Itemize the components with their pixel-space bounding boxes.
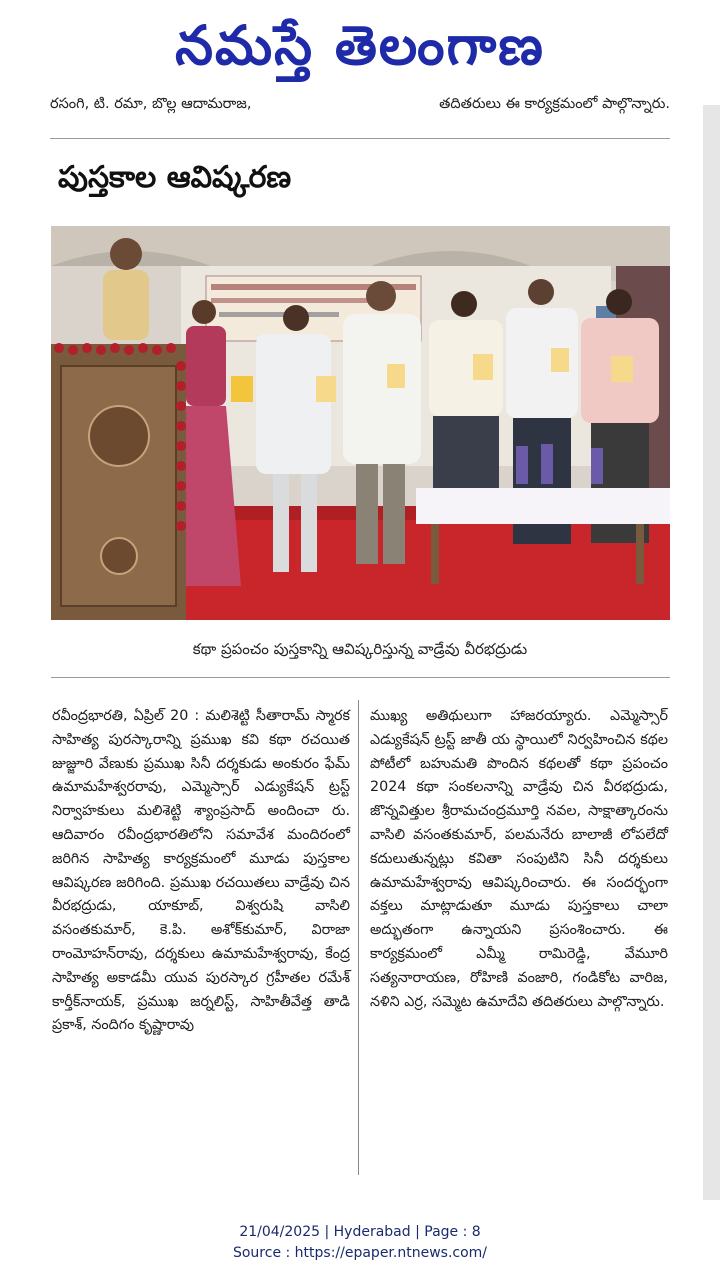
article-column-right: ముఖ్య అతిథులుగా హాజరయ్యారు. ఎమ్మెస్సార్ ఎడ్యుకేషన్ ట్రస్ట్ జాతీ య స్థాయిలో నిర్వహించిన కథల పోటీలో బహుమతి పొందిన కథలతో కథా ప్రపంచం 2024 కథా సంకలనాన్ని వాడ్రేవు చిన వీరభద్రుడు, జొన్నవిత్తుల శ్రీరామచంద్రమూర్తి నవల, సాక్షాత్కారంను వాసిలి వసంతకుమార్, పలమనేరు బాలాజీ లోపలేదో కదులుతున్నట్లు కవితా సంపుటిని సినీ దర్శకులు ఉమామహేశ్వరావు ఆవిష్కరించారు. ఈ సందర్భంగా వక్తలు మాట్లాడుతూ మూడు పుస్తకాలు చాలా అద్భుతంగా ఉన్నాయని ప్రసంశించారు. ఈ కార్యక్రమంలో ఎమ్మీ రామిరెడ్డి, వేమూరి సత్యనారాయణ, రోహిణి వంజారి, గండికోట వారిజ, నళిని ఎర్ర, సమ్మెట ఉమాదేవి తదితరులు పాల్గొన్నారు. [370, 708, 668, 1010]
newspaper-masthead [0, 6, 720, 86]
strip-left-text: రసంగి, టి. రమా, బొల్ల ఆదామరాజ, [50, 96, 252, 112]
caption-divider [51, 677, 670, 678]
event-photo [51, 226, 670, 620]
article-headline: పుస్తకాల ఆవిష్కరణ [58, 160, 292, 195]
photo-caption: కథా ప్రపంచం పుస్తకాన్ని ఆవిష్కరిస్తున్న వాడ్రేవు వీరభద్రుడు [192, 640, 528, 658]
masthead-title: నమస్తే తెలంగాణ [175, 14, 545, 77]
article-column-left: రవీంద్రభారతి, ఏప్రిల్ 20 : మలిశెట్టి సీతారామ్ స్మారక సాహిత్య పురస్కారాన్ని ప్రముఖ కవి కథా రచయిత జుజ్జూరి వేణుకు ప్రముఖ సినీ దర్శకుడు అంకురం ఫేమ్ ఉమామహేశ్వరరావు, ఎమ్మెస్సార్ ఎడ్యుకేషన్ ట్రస్ట్ నిర్వాహకులు మలిశెట్టి శ్యాంప్రసాద్ అందించా రు. ఆదివారం రవీంద్రభారతిలోని సమావేశ మందిరంలో జరిగిన సాహిత్య కార్యక్రమంలో మూడు పుస్తకాల ఆవిష్కరణ జరిగింది. ప్రముఖ రచయితలు వాడ్రేవు చిన వీరభద్రుడు, యాకూబ్, విశ్వరుషి వాసిలి వసంతకుమార్, కె.పి. అశోక్‌కుమార్, విరాజా రాంమోహన్‌రావు, దర్శకులు ఉమామహేశ్వరావు, కేంద్ర సాహిత్య అకాడమీ యువ పురస్కార గ్రహీతల రమేశ్ కార్తీక్‌నాయక్, ప్రముఖ జర్నలిస్ట్, సాహితీవేత్త తాడి ప్రకాశ్, నందిగం కృష్ణారావు [52, 708, 350, 1034]
top-divider [50, 138, 670, 139]
footer-source-line: Source : https://epaper.ntnews.com/ [232, 1245, 488, 1261]
strip-right-text: తదితరులు ఈ కార్యక్రమంలో పాల్గొన్నారు. [439, 96, 670, 112]
column-divider [358, 700, 359, 1175]
previous-article-strip [50, 96, 670, 116]
footer-date-line: 21/04/2025 | Hyderabad | Page : 8 [239, 1224, 481, 1240]
